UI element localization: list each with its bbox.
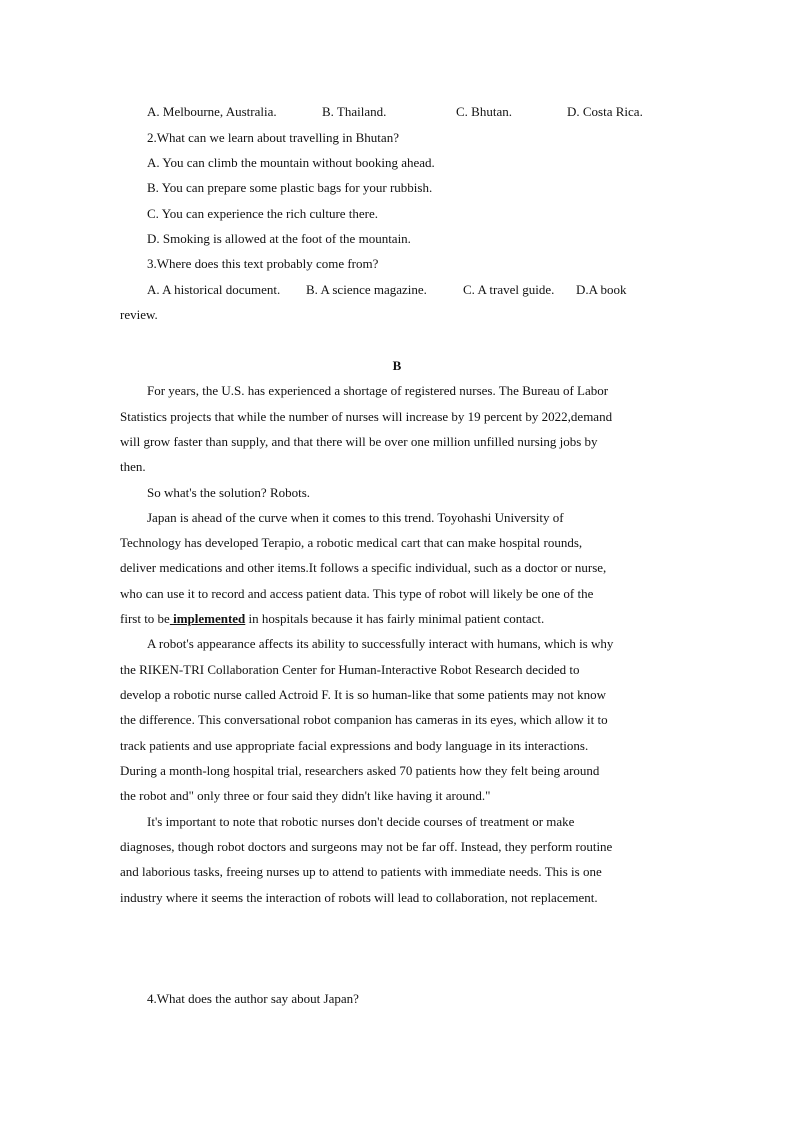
paragraph-line: the difference. This conversational robot companion has cameras in its eyes, which allow it to [120,712,608,727]
q2-stem: 2.What can we learn about travelling in Bhutan? [147,130,399,145]
q4-stem: 4.What does the author say about Japan? [147,991,359,1006]
paragraph-text: first to be [120,611,170,626]
paragraph-line: So what's the solution? Robots. [147,485,311,500]
paragraph-line: Technology has developed Terapio, a robotic medical cart that can make hospital rounds, [120,535,583,550]
q2-option-c: C. You can experience the rich culture there. [147,206,379,221]
paragraph-line: the robot and" only three or four said they didn't like having it around." [120,788,491,803]
paragraph-line: deliver medications and other items.It follows a specific individual, such as a doctor or nurse, [120,560,607,575]
paragraph-line: track patients and use appropriate facial expressions and body language in its interactions. [120,738,589,753]
paragraph-line: will grow faster than supply, and that there will be over one million unfilled nursing jobs by [120,434,598,449]
q1-option-a: A. Melbourne, Australia. [147,104,277,119]
q1-option-b: B. Thailand. [322,104,387,119]
key-word-underlined: implemented [169,611,246,626]
paragraph-line: develop a robotic nurse called Actroid F. It is so human-like that some patients may not know [120,687,606,702]
paragraph-line: Statistics projects that while the number of nurses will increase by 19 percent by 2022,demand [120,409,613,424]
paragraph-line: A robot's appearance affects its ability to successfully interact with humans, which is why [147,636,614,651]
q1-option-c: C. Bhutan. [456,104,512,119]
q1-option-d: D. Costa Rica. [567,104,643,119]
paragraph-line: It's important to note that robotic nurses don't decide courses of treatment or make [147,814,575,829]
q3-option-d-continued: review. [120,307,158,322]
q3-option-c: C. A travel guide. [463,282,555,297]
q2-option-d: D. Smoking is allowed at the foot of the mountain. [147,231,411,246]
paragraph-line [120,610,544,627]
paragraph-line: and laborious tasks, freeing nurses up to attend to patients with immediate needs. This is one [120,864,602,879]
q2-option-a: A. You can climb the mountain without booking ahead. [147,155,435,170]
q3-option-a: A. A historical document. [147,282,281,297]
q3-stem: 3.Where does this text probably come from? [147,256,379,271]
paragraph-text: in hospitals because it has fairly minimal patient contact. [245,611,545,626]
paragraph-line: then. [120,459,146,474]
paragraph-line: industry where it seems the interaction of robots will lead to collaboration, not replacement. [120,890,598,905]
paragraph-line: For years, the U.S. has experienced a shortage of registered nurses. The Bureau of Labor [147,383,609,398]
paragraph-line: diagnoses, though robot doctors and surgeons may not be far off. Instead, they perform routine [120,839,613,854]
paragraph-line: the RIKEN-TRI Collaboration Center for Human-Interactive Robot Research decided to [120,662,580,677]
paragraph-line: Japan is ahead of the curve when it comes to this trend. Toyohashi University of [147,510,564,525]
paragraph-line: who can use it to record and access patient data. This type of robot will likely be one of the [120,586,594,601]
q3-option-b: B. A science magazine. [306,282,427,297]
paragraph-line: During a month-long hospital trial, researchers asked 70 patients how they felt being around [120,763,600,778]
q2-option-b: B. You can prepare some plastic bags for your rubbish. [147,180,433,195]
q3-option-d: D.A book [576,282,627,297]
section-heading: B [392,358,402,373]
